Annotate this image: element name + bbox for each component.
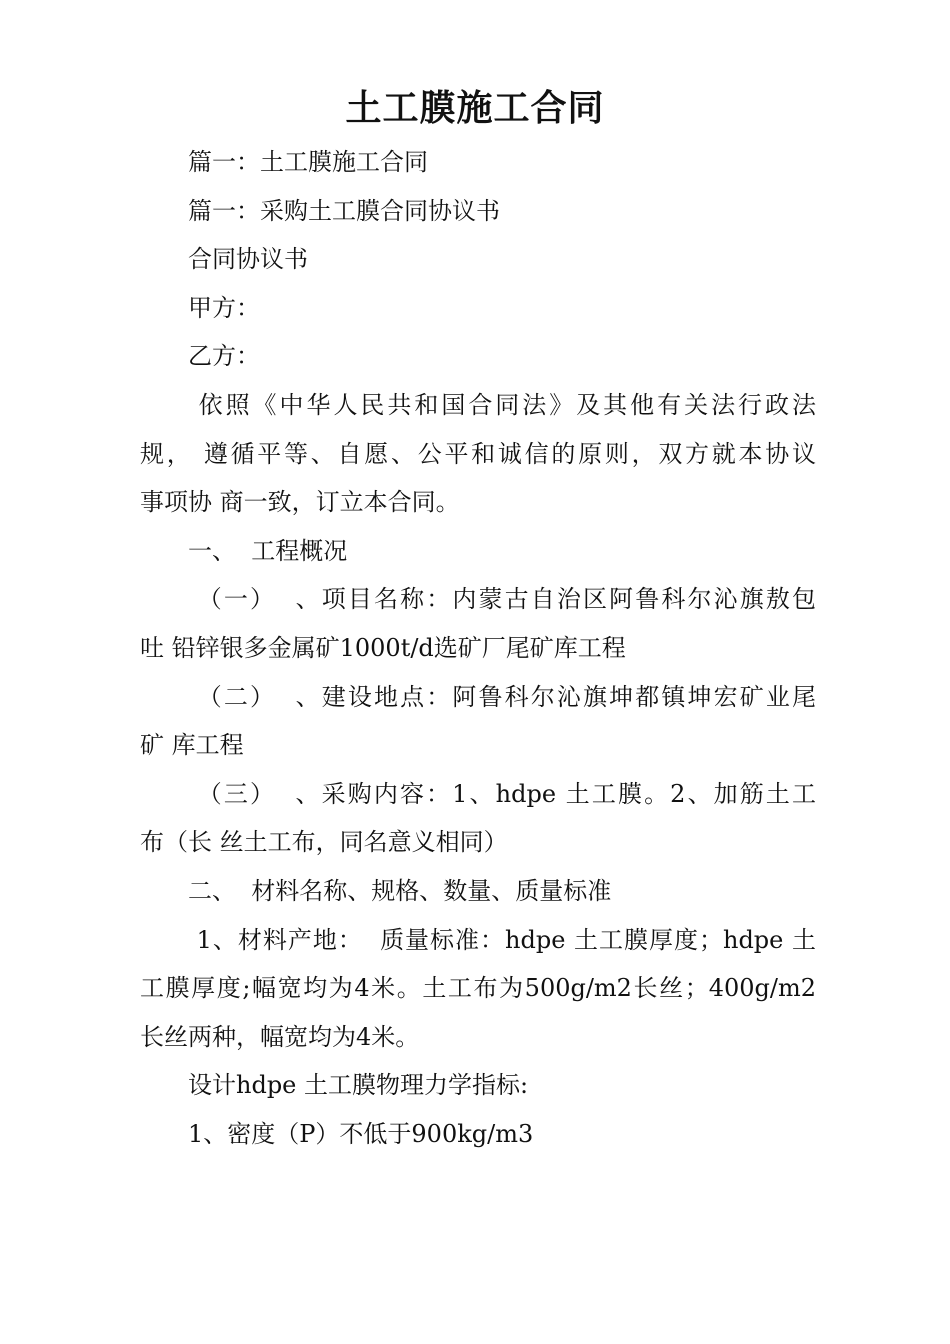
paragraph-line: 甲方： (188, 293, 260, 322)
paragraph-line: 乙方： (188, 342, 260, 371)
paragraph-line: 依照《中华人民共和国合同法》及其他有关法行政法 (188, 390, 816, 419)
paragraph-line: 规， 遵循平等、自愿、公平和诚信的原则，双方就本协议 (140, 439, 816, 468)
paragraph-line: 1、密度（P）不低于900kg/m3 (188, 1119, 534, 1148)
paragraph-line: （一） 、项目名称：内蒙古自治区阿鲁科尔沁旗敖包 (188, 585, 816, 614)
paragraph-line: 事项协 商一致，订立本合同。 (140, 488, 460, 517)
paragraph-line: 合同协议书 (188, 245, 308, 274)
paragraph-line: 矿 库工程 (140, 731, 244, 760)
paragraph-line: （二） 、建设地点：阿鲁科尔沁旗坤都镇坤宏矿业尾 (188, 682, 816, 711)
document-body (140, 138, 816, 1158)
section-heading: 二、 材料名称、规格、数量、质量标准 (188, 876, 612, 905)
paragraph-line: 长丝两种，幅宽均为4米。 (140, 1022, 420, 1051)
document-title: 土工膜施工合同 (345, 88, 605, 129)
paragraph-line: 设计hdpe 土工膜物理力学指标: (188, 1071, 529, 1100)
paragraph-line: 工膜厚度;幅宽均为4米。土工布为500g/m2长丝；400g/m2 (140, 974, 816, 1003)
paragraph-line: 篇一：采购土工膜合同协议书 (188, 196, 500, 225)
paragraph-line: 篇一：土工膜施工合同 (188, 148, 428, 176)
paragraph-line: 吐 铅锌银多金属矿1000t/d选矿厂尾矿库工程 (140, 633, 626, 662)
paragraph-line: 1、材料产地： 质量标准：hdpe 土工膜厚度；hdpe 土 (188, 925, 816, 954)
paragraph-line: 布（长 丝土工布，同名意义相同） (140, 828, 508, 857)
section-heading: 一、 工程概况 (188, 536, 348, 565)
paragraph-line: （三） 、采购内容：1、hdpe 土工膜。2、加筋土工 (188, 779, 816, 808)
